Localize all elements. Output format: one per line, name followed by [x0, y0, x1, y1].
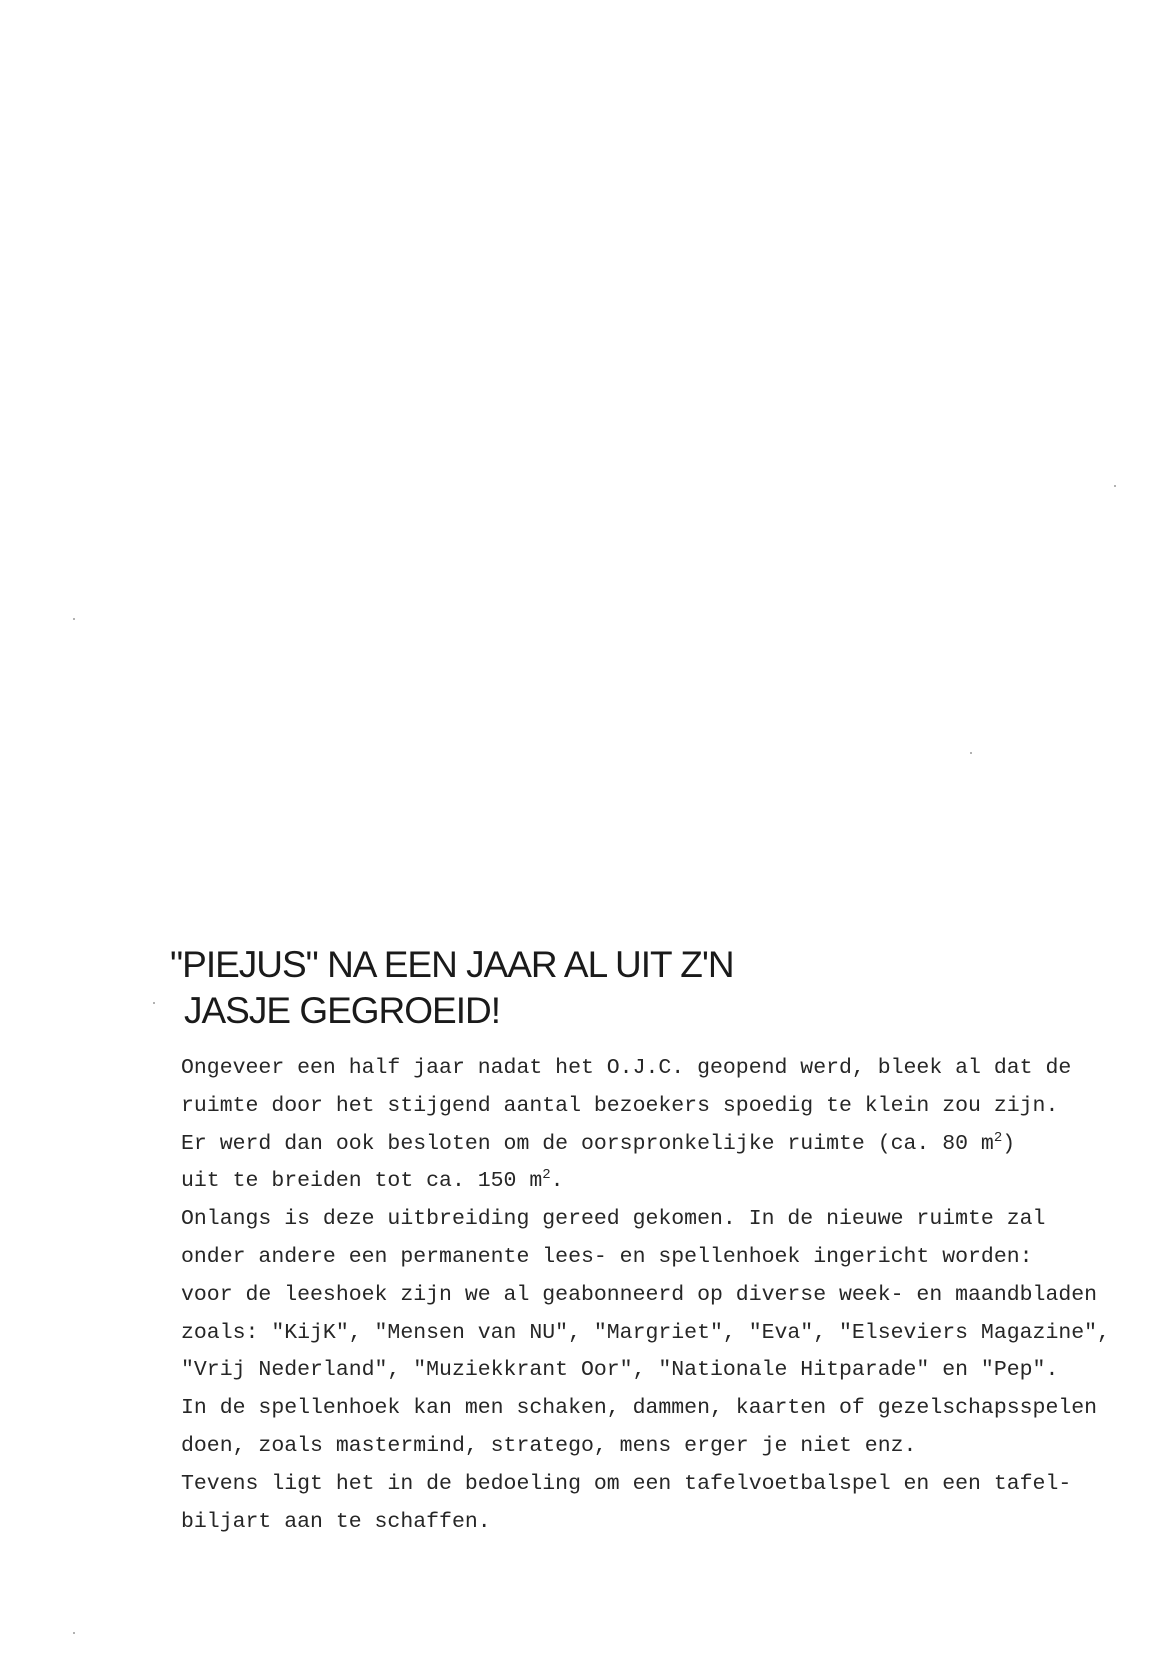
superscript-2: 2 — [542, 1167, 551, 1184]
scan-speck — [153, 1002, 155, 1004]
body-line-3-text: Er werd dan ook besloten om de oorspronkelijke ruimte (ca. 80 m — [181, 1131, 994, 1156]
body-line-12: Tevens ligt het in de bedoeling om een tafelvoetbalspel en een tafel- — [181, 1471, 1072, 1496]
article-title — [170, 942, 734, 1034]
body-line-3-end: ) — [1002, 1131, 1016, 1156]
scan-speck — [73, 618, 75, 620]
body-line-10: In de spellenhoek kan men schaken, dammen, kaarten of gezelschapsspelen — [181, 1396, 1098, 1421]
superscript-2: 2 — [993, 1129, 1003, 1146]
body-line-9: "Vrij Nederland", "Muziekkrant Oor", "Nationale Hitparade" en "Pep". — [181, 1358, 1059, 1383]
article-title-line-1: "PIEJUS" NA EEN JAAR AL UIT Z'N — [170, 944, 734, 985]
scan-speck — [1114, 485, 1116, 487]
body-line-3 — [181, 1126, 1141, 1164]
body-line-13: biljart aan te schaffen. — [181, 1509, 491, 1534]
article-title-line-2: JASJE GEGROEID! — [184, 990, 501, 1031]
body-line-8: zoals: "KijK", "Mensen van NU", "Margriet", "Eva", "Elseviers Magazine", — [181, 1320, 1110, 1345]
scan-speck — [970, 752, 972, 754]
body-line-11: doen, zoals mastermind, stratego, mens erger je niet enz. — [181, 1433, 917, 1458]
body-line-6: onder andere een permanente lees- en spellenhoek ingericht worden: — [181, 1244, 1033, 1269]
body-line-5: Onlangs is deze uitbreiding gereed gekomen. In de nieuwe ruimte zal — [181, 1207, 1046, 1232]
body-line-2: ruimte door het stijgend aantal bezoekers spoedig te klein zou zijn. — [181, 1093, 1059, 1118]
body-line-4-end: . — [550, 1169, 564, 1194]
article-body — [181, 1050, 1141, 1541]
scan-speck — [73, 1632, 75, 1634]
body-line-7: voor de leeshoek zijn we al geabonneerd op diverse week- en maandbladen — [181, 1282, 1098, 1307]
body-line-4-text: uit te breiden tot ca. 150 m — [181, 1169, 543, 1194]
body-line-4 — [181, 1163, 1141, 1201]
body-line-1: Ongeveer een half jaar nadat het O.J.C. geopend werd, bleek al dat de — [181, 1056, 1072, 1080]
